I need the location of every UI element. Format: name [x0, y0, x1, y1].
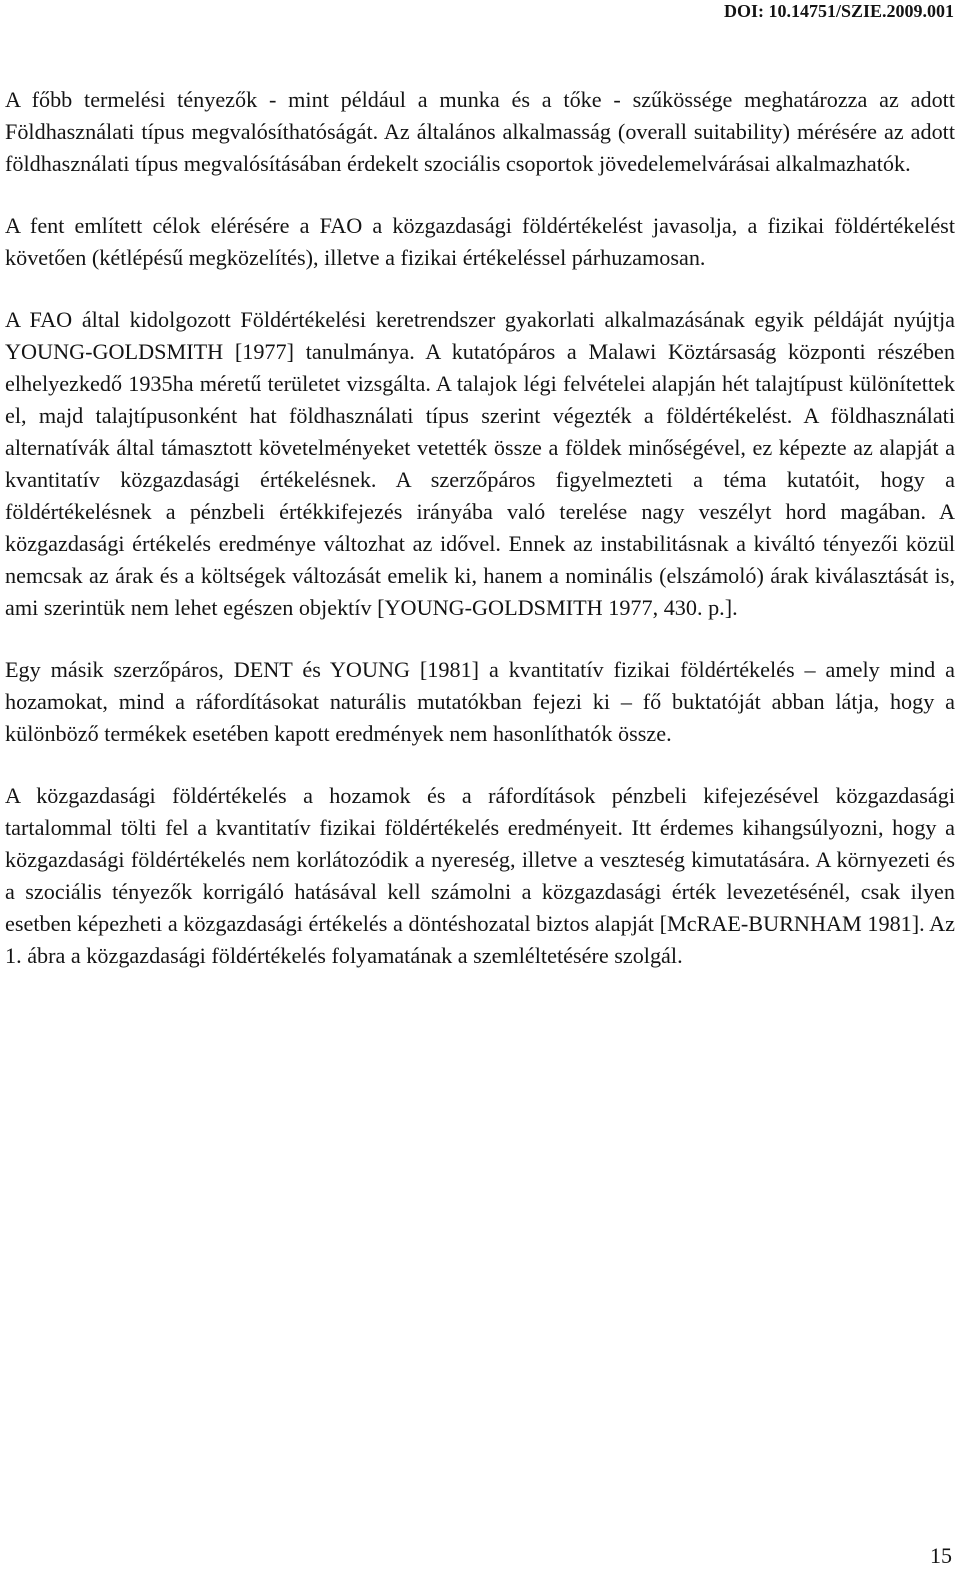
paragraph-production-factors: A főbb termelési tényezők - mint például a munka és a tőke - szűkössége meghatározza az adott Földhasználati típus megvalósíthatóságát. Az általános alkalmasság (overall suitability) mérésére az adott földhasználati típus megvalósításában érdekelt szociális csoportok jövedelemelvárásai alkalmazhatók.: [5, 87, 955, 176]
paragraph-young-goldsmith: A FAO által kidolgozott Földértékelési keretrendszer gyakorlati alkalmazásának egyik példáját nyújtja YOUNG-GOLDSMITH [1977] tanulmánya. A kutatópáros a Malawi Köztársaság központi részében elhelyezkedő 1935ha méretű területet vizsgálta. A talajok légi felvételei alapján hét talajtípust különítettek el, majd talajtípusonként hat földhasználati típus szerint végezték a földértékelést. A földhasználati alternatívák által támasztott követelményeket vetették össze a földek minőségével, ez képezte az alapját a kvantitatív közgazdasági értékelésnek. A szerzőpáros figyelmezteti a téma kutatóit, hogy a földértékelésnek a pénzbeli értékkifejezés irányába való terelése nagy veszélyt hord magában. A közgazdasági értékelés eredménye változhat az idővel. Ennek az instabilitásnak a kiváltó tényezői közül nemcsak az árak és a költségek változását emelik ki, hanem a nominális (elszámoló) árak kiválasztását is, ami szerintük nem lehet egészen objektív [YOUNG-GOLDSMITH 1977, 430. p.].: [5, 307, 955, 620]
page-number: 15: [930, 1543, 952, 1568]
document-body: [5, 84, 955, 1002]
paragraph-fao-goals: A fent említett célok elérésére a FAO a közgazdasági földértékelést javasolja, a fizikai földértékelést követően (kétlépésű megközelítés), illetve a fizikai értékeléssel párhuzamosan.: [5, 213, 955, 270]
paragraph-dent-young: Egy másik szerzőpáros, DENT és YOUNG [1981] a kvantitatív fizikai földértékelés – amely mind a hozamokat, mind a ráfordításokat naturális mutatókban fejezi ki – fő buktatóját abban látja, hogy a különböző termékek esetében kapott eredmények nem hasonlíthatók össze.: [5, 657, 955, 746]
doi-header: DOI: 10.14751/SZIE.2009.001: [723, 1, 954, 21]
paragraph-economic-evaluation: A közgazdasági földértékelés a hozamok és a ráfordítások pénzbeli kifejezésével közgazdasági tartalommal tölti fel a kvantitatív fizikai földértékelés eredményeit. Itt érdemes kihangsúlyozni, hogy a közgazdasági földértékelés nem korlátozódik a nyereség, illetve a veszteség kimutatására. A környezeti és a szociális tényezők korrigáló hatásával kell számolni a közgazdasági érték levezetésénél, csak ilyen esetben képezheti a közgazdasági értékelés a döntéshozatal biztos alapját [McRAE-BURNHAM 1981]. Az 1. ábra a közgazdasági földértékelés folyamatának a szemléltetésére szolgál.: [5, 783, 955, 968]
